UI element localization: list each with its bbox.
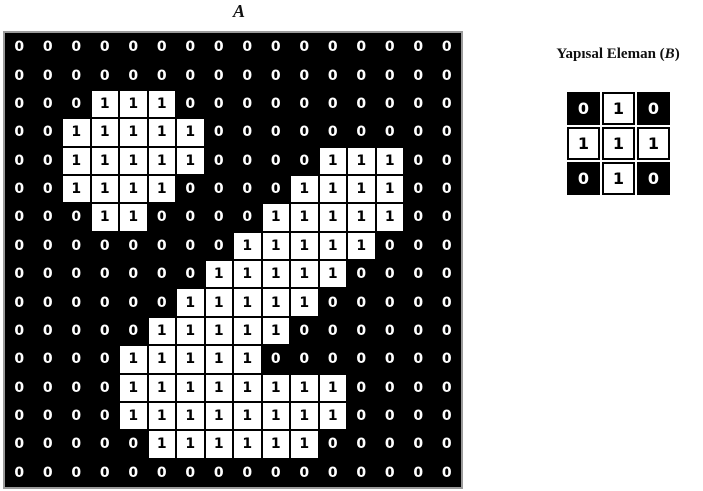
matrix-a-cell: 0 <box>404 459 433 487</box>
matrix-a-cell: 0 <box>233 90 262 118</box>
matrix-a-cell: 0 <box>119 459 148 487</box>
matrix-a-cell: 0 <box>347 33 376 61</box>
matrix-a-cell: 0 <box>119 288 148 316</box>
matrix-a-cell: 1 <box>319 260 348 288</box>
matrix-a-cell: 0 <box>404 203 433 231</box>
matrix-a-cell: 0 <box>376 288 405 316</box>
matrix-a-cell: 0 <box>433 147 462 175</box>
matrix-a-cell: 0 <box>233 118 262 146</box>
matrix-a-cell: 1 <box>62 147 91 175</box>
matrix-a-cell: 0 <box>404 374 433 402</box>
matrix-a-cell: 0 <box>34 459 63 487</box>
matrix-a-cell: 0 <box>176 203 205 231</box>
matrix-a-cell: 1 <box>119 90 148 118</box>
matrix-a-cell: 1 <box>290 232 319 260</box>
matrix-a-cell: 0 <box>148 288 177 316</box>
matrix-a-cell: 1 <box>376 203 405 231</box>
matrix-a-cell: 0 <box>91 459 120 487</box>
matrix-a-cell: 0 <box>91 232 120 260</box>
matrix-a-cell: 1 <box>205 402 234 430</box>
matrix-a-cell: 1 <box>319 374 348 402</box>
matrix-a-cell: 0 <box>62 61 91 89</box>
matrix-a-cell: 0 <box>376 90 405 118</box>
structuring-element-cell: 0 <box>637 162 670 195</box>
matrix-a-cell: 1 <box>319 147 348 175</box>
matrix-a-cell: 0 <box>319 430 348 458</box>
se-title-letter: B <box>664 46 675 62</box>
matrix-a-cell: 0 <box>233 203 262 231</box>
matrix-a-cell: 0 <box>205 175 234 203</box>
matrix-a-cell: 1 <box>347 232 376 260</box>
matrix-a-cell: 0 <box>176 175 205 203</box>
matrix-a-cell: 1 <box>148 175 177 203</box>
matrix-a-cell: 1 <box>176 317 205 345</box>
matrix-a-cell: 0 <box>5 260 34 288</box>
matrix-a-cell: 0 <box>176 459 205 487</box>
matrix-a-cell: 0 <box>290 118 319 146</box>
matrix-a-cell: 1 <box>319 203 348 231</box>
matrix-a-cell: 1 <box>319 402 348 430</box>
matrix-a-cell: 0 <box>404 430 433 458</box>
matrix-a-cell: 0 <box>34 33 63 61</box>
matrix-a-cell: 1 <box>262 374 291 402</box>
matrix-a-cell: 1 <box>233 345 262 373</box>
matrix-a-cell: 0 <box>5 33 34 61</box>
matrix-a-cell: 0 <box>5 175 34 203</box>
matrix-a-cell: 0 <box>148 232 177 260</box>
matrix-a-cell: 0 <box>319 33 348 61</box>
matrix-a-cell: 1 <box>290 374 319 402</box>
matrix-a-cell: 1 <box>233 402 262 430</box>
matrix-a-cell: 1 <box>290 288 319 316</box>
matrix-a-cell: 0 <box>62 345 91 373</box>
matrix-a-cell: 1 <box>148 374 177 402</box>
matrix-a-cell: 0 <box>34 61 63 89</box>
matrix-a-cell: 1 <box>176 345 205 373</box>
matrix-a-cell: 0 <box>62 33 91 61</box>
matrix-a-cell: 1 <box>119 118 148 146</box>
matrix-a-cell: 0 <box>148 459 177 487</box>
matrix-a-cell: 0 <box>34 203 63 231</box>
matrix-a-cell: 0 <box>347 459 376 487</box>
matrix-a-cell: 0 <box>176 33 205 61</box>
matrix-a-cell: 0 <box>433 345 462 373</box>
se-title-prefix: Yapısal Eleman ( <box>556 46 665 62</box>
matrix-a-cell: 1 <box>205 288 234 316</box>
matrix-a-cell: 0 <box>262 175 291 203</box>
matrix-a-cell: 0 <box>119 317 148 345</box>
matrix-a-cell: 1 <box>176 374 205 402</box>
matrix-a-cell: 0 <box>319 345 348 373</box>
matrix-a-cell: 0 <box>34 90 63 118</box>
matrix-a-cell: 0 <box>319 459 348 487</box>
matrix-a-cell: 0 <box>233 459 262 487</box>
matrix-a-cell: 0 <box>91 288 120 316</box>
matrix-a-cell: 0 <box>62 90 91 118</box>
matrix-a-cell: 0 <box>62 232 91 260</box>
matrix-a-cell: 0 <box>34 175 63 203</box>
matrix-a-cell: 0 <box>34 430 63 458</box>
matrix-a-cell: 0 <box>233 61 262 89</box>
matrix-a-cell: 0 <box>233 33 262 61</box>
matrix-a-cell: 1 <box>148 118 177 146</box>
matrix-a-cell: 0 <box>376 260 405 288</box>
matrix-a-cell: 0 <box>347 61 376 89</box>
matrix-a-cell: 0 <box>433 260 462 288</box>
matrix-a-cell: 1 <box>205 374 234 402</box>
matrix-a-cell: 0 <box>376 374 405 402</box>
matrix-a-cell: 1 <box>262 402 291 430</box>
matrix-a-cell: 1 <box>119 402 148 430</box>
matrix-a-cell: 1 <box>119 203 148 231</box>
matrix-a-cell: 1 <box>205 317 234 345</box>
matrix-a-cell: 0 <box>262 147 291 175</box>
matrix-a-cell: 0 <box>404 61 433 89</box>
matrix-a-cell: 0 <box>262 118 291 146</box>
matrix-a-cell: 0 <box>5 232 34 260</box>
matrix-a-cell: 0 <box>404 288 433 316</box>
matrix-a-cell: 0 <box>5 345 34 373</box>
matrix-a-cell: 0 <box>5 90 34 118</box>
matrix-a-cell: 1 <box>233 430 262 458</box>
matrix-a-cell: 1 <box>176 147 205 175</box>
matrix-a-cell: 1 <box>262 260 291 288</box>
matrix-a-cell: 0 <box>205 232 234 260</box>
matrix-a-cell: 0 <box>290 90 319 118</box>
matrix-a-cell: 0 <box>148 61 177 89</box>
matrix-a-cell: 1 <box>262 430 291 458</box>
matrix-a-cell: 0 <box>404 90 433 118</box>
matrix-a-cell: 0 <box>205 203 234 231</box>
matrix-a-cell: 0 <box>433 374 462 402</box>
matrix-a-cell: 0 <box>262 61 291 89</box>
matrix-a-cell: 1 <box>148 317 177 345</box>
matrix-a-cell: 0 <box>148 33 177 61</box>
matrix-a-cell: 0 <box>205 459 234 487</box>
matrix-a-cell: 0 <box>34 147 63 175</box>
matrix-a-cell: 0 <box>290 317 319 345</box>
structuring-element-title <box>528 46 703 63</box>
matrix-a-cell: 1 <box>176 402 205 430</box>
matrix-a-cell: 0 <box>5 317 34 345</box>
matrix-a-cell: 1 <box>262 288 291 316</box>
matrix-a-cell: 0 <box>433 61 462 89</box>
matrix-a-cell: 0 <box>148 260 177 288</box>
matrix-a-cell: 0 <box>62 430 91 458</box>
matrix-a-cell: 1 <box>319 232 348 260</box>
structuring-element-cell: 1 <box>602 127 635 160</box>
matrix-a-cell: 0 <box>433 33 462 61</box>
structuring-element-cell: 1 <box>602 92 635 125</box>
matrix-a-cell: 0 <box>433 232 462 260</box>
matrix-a-cell: 0 <box>290 147 319 175</box>
matrix-a-cell: 0 <box>347 345 376 373</box>
matrix-a-cell: 0 <box>233 175 262 203</box>
matrix-a-cell: 0 <box>34 317 63 345</box>
matrix-a-cell: 0 <box>347 402 376 430</box>
matrix-a-cell: 0 <box>433 118 462 146</box>
matrix-a-cell: 0 <box>404 232 433 260</box>
matrix-a-cell: 0 <box>319 288 348 316</box>
matrix-a-cell: 0 <box>5 402 34 430</box>
matrix-a-cell: 0 <box>262 345 291 373</box>
matrix-a-cell: 0 <box>148 203 177 231</box>
se-title-suffix: ) <box>674 46 680 62</box>
matrix-a-cell: 1 <box>119 374 148 402</box>
matrix-a-cell: 0 <box>176 90 205 118</box>
matrix-a-cell: 1 <box>91 118 120 146</box>
matrix-a-cell: 0 <box>290 61 319 89</box>
matrix-a-cell: 0 <box>376 317 405 345</box>
matrix-a-cell: 0 <box>433 402 462 430</box>
matrix-a-cell: 0 <box>5 61 34 89</box>
matrix-a-cell: 0 <box>347 374 376 402</box>
matrix-a-cell: 0 <box>62 203 91 231</box>
matrix-a-cell: 0 <box>62 402 91 430</box>
matrix-a-cell: 0 <box>290 33 319 61</box>
matrix-a-cell: 0 <box>347 430 376 458</box>
matrix-a-cell: 0 <box>319 90 348 118</box>
structuring-element-cell: 0 <box>567 162 600 195</box>
matrix-a-cell: 0 <box>5 147 34 175</box>
matrix-a-cell: 0 <box>91 345 120 373</box>
matrix-a-cell: 0 <box>347 90 376 118</box>
matrix-a-cell: 1 <box>233 374 262 402</box>
matrix-a-cell: 1 <box>176 288 205 316</box>
structuring-element-cell: 1 <box>602 162 635 195</box>
matrix-a-cell: 0 <box>91 402 120 430</box>
structuring-element-grid <box>567 92 670 195</box>
matrix-a-cell: 0 <box>262 33 291 61</box>
matrix-a-cell: 0 <box>34 232 63 260</box>
matrix-a-cell: 0 <box>376 61 405 89</box>
matrix-a-cell: 1 <box>119 175 148 203</box>
matrix-a-cell: 0 <box>176 61 205 89</box>
matrix-a-cell: 1 <box>233 232 262 260</box>
matrix-a-cell: 0 <box>62 288 91 316</box>
matrix-a-cell: 1 <box>376 147 405 175</box>
matrix-a-cell: 1 <box>62 175 91 203</box>
matrix-a-cell: 0 <box>433 203 462 231</box>
matrix-a-cell: 1 <box>347 203 376 231</box>
structuring-element-cell: 1 <box>567 127 600 160</box>
matrix-a-cell: 0 <box>119 430 148 458</box>
matrix-a-cell: 0 <box>176 260 205 288</box>
matrix-a-cell: 0 <box>404 260 433 288</box>
matrix-a-cell: 1 <box>290 402 319 430</box>
matrix-a-cell: 0 <box>319 118 348 146</box>
matrix-a-cell: 0 <box>5 374 34 402</box>
matrix-a-cell: 0 <box>433 90 462 118</box>
matrix-a-cell: 0 <box>205 118 234 146</box>
matrix-a-cell: 0 <box>262 459 291 487</box>
matrix-a-cell: 0 <box>404 345 433 373</box>
matrix-a-cell: 0 <box>290 345 319 373</box>
matrix-a-cell: 1 <box>233 317 262 345</box>
matrix-a-cell: 0 <box>5 430 34 458</box>
matrix-a-cell: 0 <box>433 430 462 458</box>
matrix-a-cell: 1 <box>91 90 120 118</box>
matrix-a-cell: 0 <box>404 175 433 203</box>
matrix-a-cell: 0 <box>91 430 120 458</box>
matrix-a-cell: 0 <box>347 317 376 345</box>
matrix-a-cell: 0 <box>119 260 148 288</box>
matrix-a-cell: 0 <box>404 118 433 146</box>
matrix-a-cell: 1 <box>91 175 120 203</box>
matrix-a-cell: 0 <box>205 61 234 89</box>
matrix-a-cell: 0 <box>91 374 120 402</box>
matrix-a-cell: 1 <box>347 147 376 175</box>
matrix-a-cell: 0 <box>376 402 405 430</box>
matrix-a-cell: 1 <box>176 118 205 146</box>
matrix-a-cell: 0 <box>347 118 376 146</box>
matrix-a-cell: 0 <box>233 147 262 175</box>
matrix-a-cell: 0 <box>5 203 34 231</box>
matrix-a-cell: 0 <box>62 459 91 487</box>
matrix-a-cell: 0 <box>290 459 319 487</box>
matrix-a-cell: 1 <box>233 288 262 316</box>
matrix-a-cell: 0 <box>205 33 234 61</box>
matrix-a-cell: 1 <box>62 118 91 146</box>
matrix-a-cell: 0 <box>176 232 205 260</box>
matrix-a-cell: 1 <box>290 260 319 288</box>
matrix-a-cell: 0 <box>91 61 120 89</box>
matrix-a-cell: 1 <box>347 175 376 203</box>
matrix-a-cell: 1 <box>176 430 205 458</box>
matrix-a-cell: 0 <box>433 288 462 316</box>
matrix-a-cell: 0 <box>119 61 148 89</box>
matrix-a-cell: 1 <box>233 260 262 288</box>
matrix-a-cell: 0 <box>404 147 433 175</box>
matrix-a-cell: 1 <box>91 203 120 231</box>
matrix-a-cell: 1 <box>205 260 234 288</box>
matrix-a-cell: 0 <box>262 90 291 118</box>
matrix-a-cell: 1 <box>148 345 177 373</box>
matrix-a-cell: 0 <box>433 459 462 487</box>
matrix-a-cell: 0 <box>376 345 405 373</box>
matrix-a-cell: 0 <box>433 175 462 203</box>
matrix-a-cell: 0 <box>119 33 148 61</box>
matrix-a-cell: 0 <box>34 345 63 373</box>
matrix-a-cell: 1 <box>290 430 319 458</box>
matrix-a-cell: 1 <box>205 430 234 458</box>
matrix-a-cell: 0 <box>34 118 63 146</box>
matrix-a-cell: 0 <box>91 260 120 288</box>
matrix-a-cell: 0 <box>91 33 120 61</box>
matrix-a-cell: 0 <box>91 317 120 345</box>
structuring-element-cell: 0 <box>567 92 600 125</box>
matrix-a-cell: 1 <box>148 90 177 118</box>
matrix-a-cell: 1 <box>91 147 120 175</box>
structuring-element-cell: 1 <box>637 127 670 160</box>
matrix-a-cell: 1 <box>148 147 177 175</box>
matrix-a-cell: 0 <box>319 61 348 89</box>
matrix-a-cell: 0 <box>34 374 63 402</box>
matrix-a-cell: 0 <box>404 33 433 61</box>
matrix-a-cell: 1 <box>119 345 148 373</box>
matrix-a-cell: 0 <box>376 118 405 146</box>
matrix-a-cell: 0 <box>404 402 433 430</box>
matrix-a-cell: 1 <box>205 345 234 373</box>
matrix-a-cell: 0 <box>319 317 348 345</box>
matrix-a-cell: 0 <box>119 232 148 260</box>
matrix-a-cell: 1 <box>319 175 348 203</box>
matrix-a-cell: 0 <box>347 260 376 288</box>
matrix-a-cell: 0 <box>404 317 433 345</box>
matrix-a-cell: 0 <box>376 459 405 487</box>
matrix-a-cell: 0 <box>34 402 63 430</box>
matrix-a-title: A <box>232 1 245 21</box>
matrix-a-cell: 1 <box>262 203 291 231</box>
matrix-a-cell: 0 <box>5 459 34 487</box>
matrix-a-cell: 1 <box>148 402 177 430</box>
matrix-a-cell: 0 <box>5 288 34 316</box>
matrix-a-cell: 1 <box>119 147 148 175</box>
matrix-a-cell: 0 <box>433 317 462 345</box>
binary-image-matrix-a <box>3 31 463 489</box>
matrix-a-cell: 0 <box>62 317 91 345</box>
matrix-a-cell: 0 <box>205 147 234 175</box>
matrix-a-cell: 1 <box>290 175 319 203</box>
matrix-a-cell: 0 <box>62 260 91 288</box>
matrix-a-cell: 1 <box>290 203 319 231</box>
matrix-a-cell: 1 <box>376 175 405 203</box>
matrix-a-cell: 0 <box>62 374 91 402</box>
matrix-a-cell: 1 <box>262 232 291 260</box>
matrix-a-cell: 1 <box>148 430 177 458</box>
matrix-a-cell: 1 <box>262 317 291 345</box>
matrix-a-cell: 0 <box>34 288 63 316</box>
matrix-a-cell: 0 <box>376 232 405 260</box>
matrix-a-cell: 0 <box>376 430 405 458</box>
matrix-a-cell: 0 <box>34 260 63 288</box>
structuring-element-cell: 0 <box>637 92 670 125</box>
matrix-a-cell: 0 <box>347 288 376 316</box>
matrix-a-cell: 0 <box>205 90 234 118</box>
matrix-a-cell: 0 <box>5 118 34 146</box>
matrix-a-cell: 0 <box>376 33 405 61</box>
